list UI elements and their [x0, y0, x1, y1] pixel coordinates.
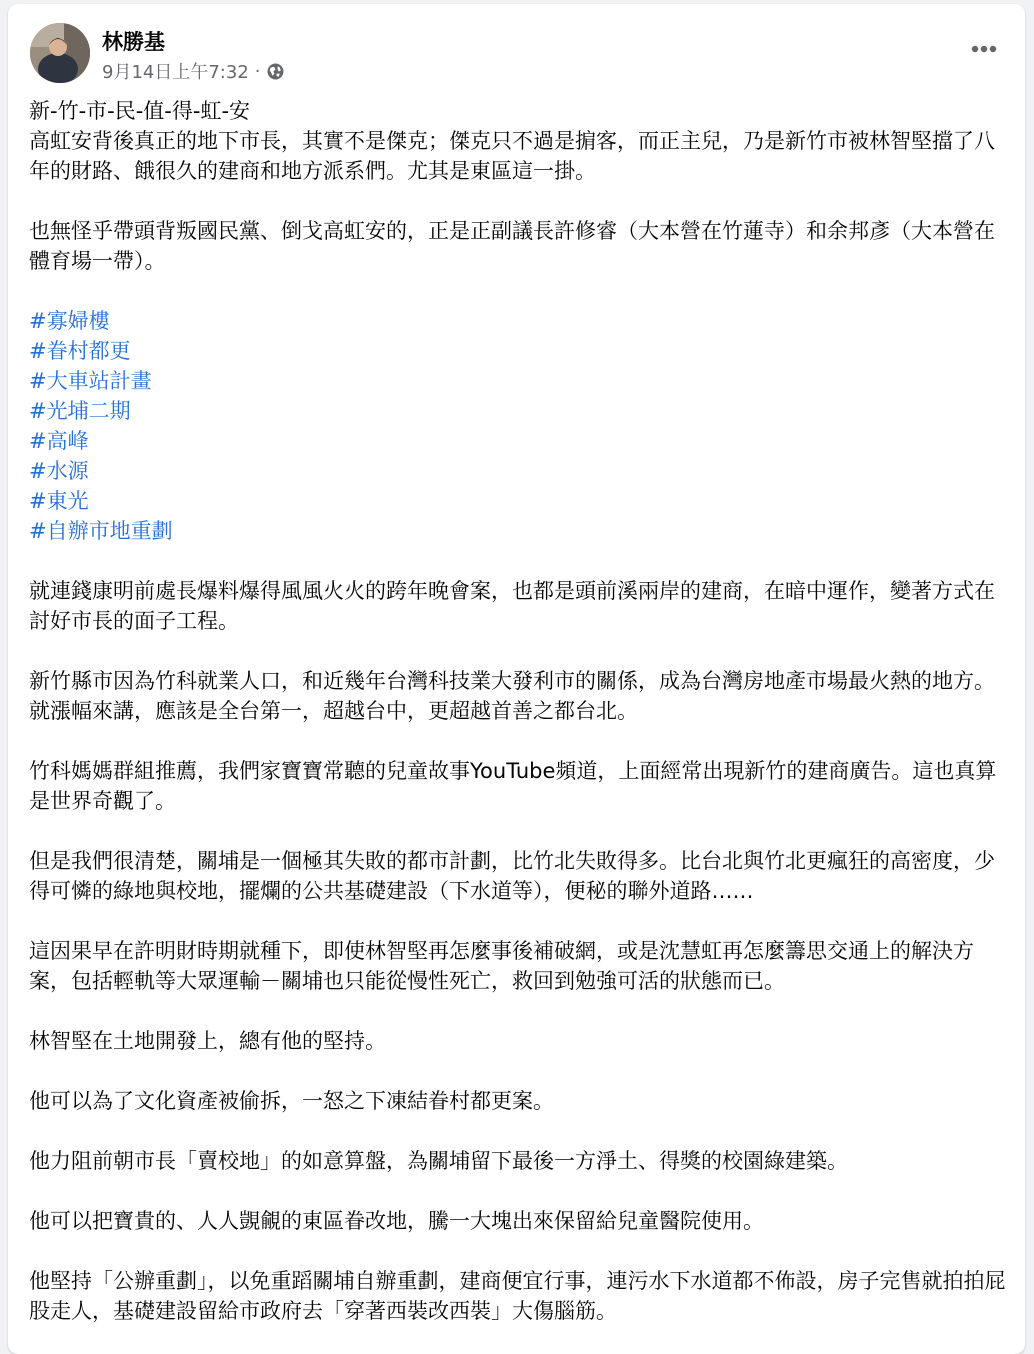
more-options-button[interactable] — [969, 34, 999, 64]
more-horizontal-icon — [971, 45, 997, 53]
paragraph: 竹科媽媽群組推薦，我們家寶寶常聽的兒童故事YouTube頻道，上面經常出現新竹的建商廣告。這也真算是世界奇觀了。 — [29, 759, 997, 813]
hashtag-link[interactable]: #寡婦樓 — [29, 309, 110, 333]
paragraph: 他可以為了文化資產被偷拆，一怒之下凍結眷村都更案。 — [29, 1089, 554, 1113]
paragraph: 新竹縣市因為竹科就業人口，和近幾年台灣科技業大發利市的關係，成為台灣房地產市場最火熱的地方。就漲幅來講，應該是全台第一，超越台中，更超越首善之都台北。 — [29, 669, 995, 723]
paragraph: 也無怪乎帶頭背叛國民黨、倒戈高虹安的，正是正副議長許修睿（大本營在竹蓮寺）和余邦彥（大本營在體育場一帶）。 — [29, 219, 995, 273]
meta-separator: · — [254, 60, 261, 82]
hashtag-link[interactable]: #大車站計畫 — [29, 369, 152, 393]
globe-icon[interactable] — [267, 63, 284, 80]
paragraph: 但是我們很清楚，關埔是一個極其失敗的都市計劃，比竹北失敗得多。比台北與竹北更瘋狂的高密度，少得可憐的綠地與校地，擺爛的公共基礎建設（下水道等），便秘的聯外道路…… — [29, 849, 995, 903]
hashtag-link[interactable]: #眷村都更 — [29, 339, 131, 363]
author-name[interactable]: 林勝基 — [102, 30, 165, 54]
post-card — [8, 4, 1025, 1354]
paragraph: 林智堅在土地開發上，總有他的堅持。 — [29, 1029, 386, 1053]
post-meta — [102, 58, 284, 84]
hashtag-link[interactable]: #自辦市地重劃 — [29, 519, 173, 543]
paragraph: 他可以把寶貴的、人人覬覦的東區眷改地，騰一大塊出來保留給兒童醫院使用。 — [29, 1209, 764, 1233]
avatar-photo — [30, 23, 90, 83]
paragraph: 這因果早在許明財時期就種下，即使林智堅再怎麼事後補破網，或是沈慧虹再怎麼籌思交通上的解決方案，包括輕軌等大眾運輸－關埔也只能從慢性死亡，救回到勉強可活的狀態而已。 — [29, 939, 974, 993]
post-title: 新-竹-市-民-值-得-虹-安 — [29, 99, 251, 123]
hashtag-link[interactable]: #東光 — [29, 489, 89, 513]
hashtag-link[interactable]: #水源 — [29, 459, 89, 483]
post-timestamp[interactable]: 9月14日上午7:32 — [102, 62, 249, 83]
paragraph: 高虹安背後真正的地下市長，其實不是傑克；傑克只不過是掮客，而正主兒，乃是新竹市被林智堅擋了八年的財路、餓很久的建商和地方派系們。尤其是東區這一掛。 — [29, 129, 995, 183]
paragraph: 他堅持「公辦重劃」，以免重蹈關埔自辦重劃，建商便宜行事，連污水下水道都不佈設，房子完售就拍拍屁股走人，基礎建設留給市政府去「穿著西裝改西裝」大傷腦筋。 — [29, 1269, 1006, 1323]
paragraph: 他力阻前朝市長「賣校地」的如意算盤，為關埔留下最後一方淨土、得獎的校園綠建築。 — [29, 1149, 848, 1173]
author-avatar[interactable] — [30, 23, 90, 83]
hashtag-link[interactable]: #光埔二期 — [29, 399, 131, 423]
hashtag-link[interactable]: #高峰 — [29, 429, 89, 453]
paragraph: 就連錢康明前處長爆料爆得風風火火的跨年晚會案，也都是頭前溪兩岸的建商，在暗中運作，變著方式在討好市長的面子工程。 — [29, 579, 995, 633]
hashtag-list — [29, 306, 1009, 546]
post-body — [29, 96, 1009, 1326]
